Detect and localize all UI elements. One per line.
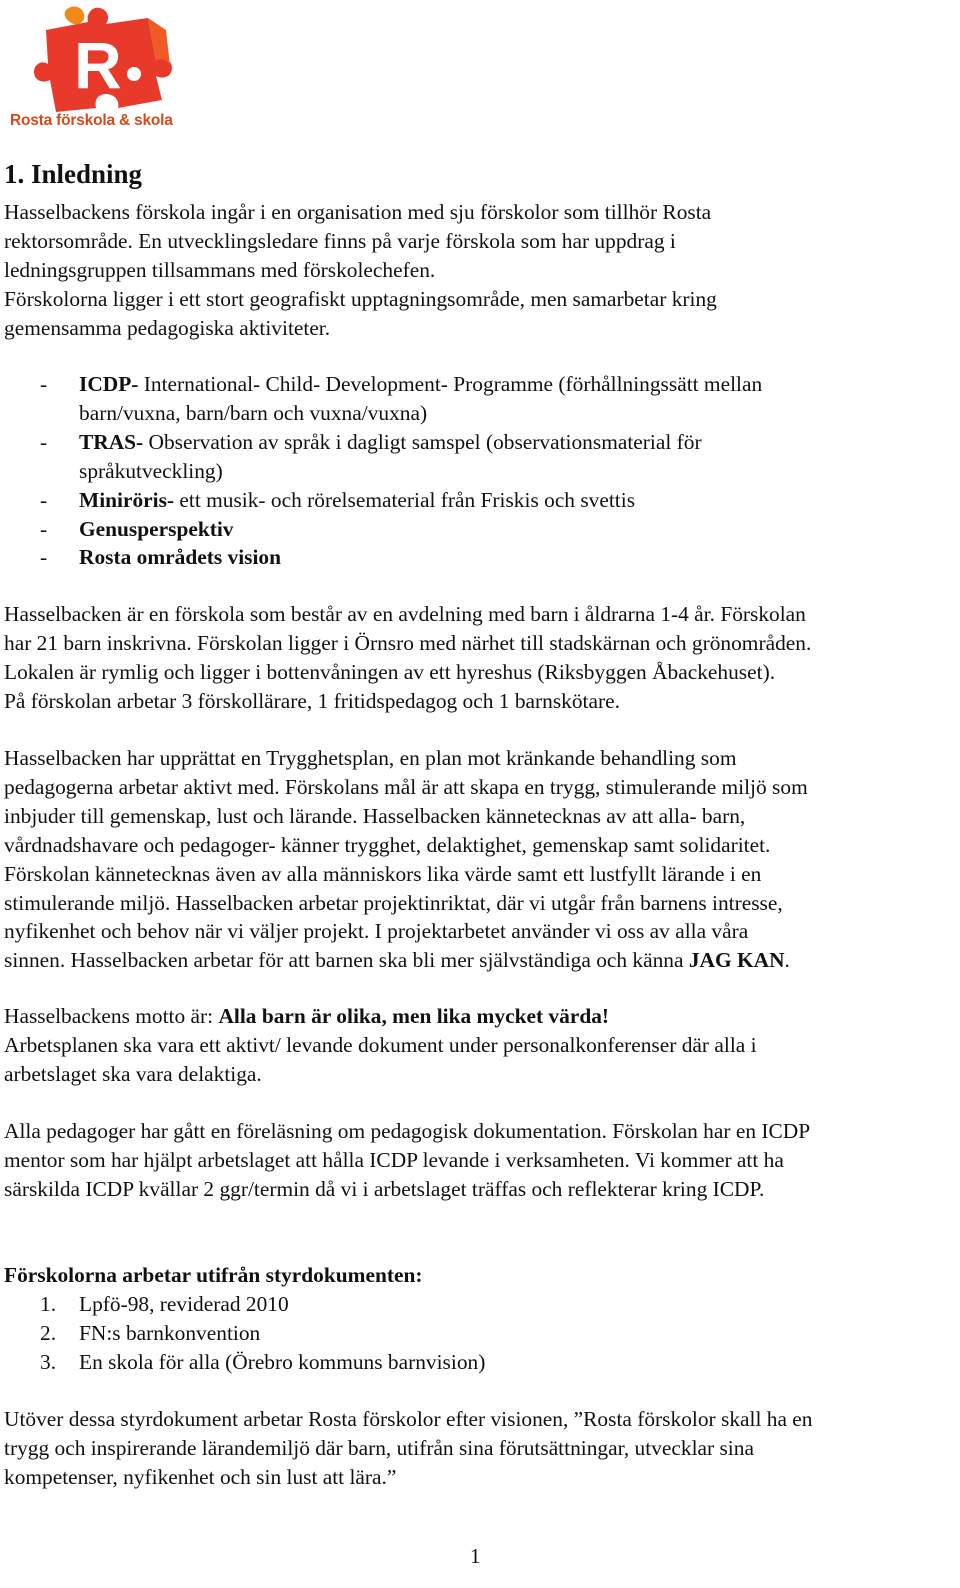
list-item bbox=[4, 1319, 954, 1348]
list-number: 2. bbox=[40, 1320, 57, 1345]
steering-heading-block bbox=[4, 1261, 954, 1290]
text-run: . bbox=[784, 948, 790, 973]
text-line: trygg och inspirerande lärandemiljö där barn, utifrån sina förutsättningar, utvecklar sina bbox=[4, 1435, 754, 1460]
list-dash: - bbox=[40, 545, 48, 570]
item-text: ett musik- och rörelsematerial från Friskis och svettis bbox=[174, 487, 636, 512]
text-line: Arbetsplanen ska vara ett aktivt/ levande dokument under personalkonferenser där alla i bbox=[4, 1032, 757, 1057]
list-number: 1. bbox=[40, 1292, 57, 1316]
item-text-continued: barn/vuxna, barn/barn och vuxna/vuxna) bbox=[79, 400, 428, 425]
text-line: vårdnadshavare och pedagoger- känner trygghet, delaktighet, gemenskap samt solidaritet. bbox=[4, 832, 771, 857]
text-line: Alla pedagoger har gått en föreläsning om pedagogisk dokumentation. Förskolan har en ICDP bbox=[4, 1119, 811, 1143]
item-title: Genusperspektiv bbox=[79, 516, 234, 541]
motto-text: Alla barn är olika, men lika mycket värda! bbox=[218, 1004, 610, 1028]
item-title: ICDP- bbox=[79, 372, 139, 396]
item-title: Rosta områdets vision bbox=[79, 545, 282, 570]
text-line: Förskolorna ligger i ett stort geografiskt upptagningsområde, men samarbetar kring bbox=[4, 286, 717, 311]
list-item bbox=[4, 543, 954, 572]
list-item bbox=[4, 370, 954, 428]
text-line: nyfikenhet och behov när vi väljer projekt. I projektarbetet använder vi oss av alla våra bbox=[4, 919, 749, 944]
list-item-text: En skola för alla (Örebro kommuns barnvision) bbox=[79, 1349, 486, 1374]
puzzle-logo-icon bbox=[6, 0, 190, 112]
text-line: rektorsområde. En utvecklingsledare finns på varje förskola som har uppdrag i bbox=[4, 228, 676, 253]
logo-caption: Rosta förskola & skola bbox=[10, 112, 173, 129]
item-title: Miniröris- bbox=[79, 487, 175, 512]
list-dash: - bbox=[40, 487, 48, 512]
list-item bbox=[4, 486, 954, 515]
text-line: särskilda ICDP kvällar 2 ggr/termin då vi i arbetslaget träffas och reflekterar kring ICDP. bbox=[4, 1176, 765, 1201]
text-line: Förskolan kännetecknas även av alla människors lika värde samt ett lustfyllt lärande i en bbox=[4, 861, 762, 886]
list-item bbox=[4, 428, 954, 486]
section-heading: 1. Inledning bbox=[4, 159, 143, 189]
text-line bbox=[4, 946, 954, 975]
list-item bbox=[4, 1348, 954, 1377]
text-line: inbjuder till gemenskap, lust och lärande. Hasselbacken kännetecknas av att alla- barn, bbox=[4, 803, 746, 828]
item-title: TRAS- bbox=[79, 429, 144, 454]
intro-paragraph bbox=[4, 198, 954, 343]
text-line: kompetenser, nyfikenhet och sin lust att lära.” bbox=[4, 1464, 397, 1489]
item-text-continued: språkutveckling) bbox=[79, 458, 223, 483]
logo-letter: R bbox=[74, 28, 122, 102]
text-line: Hasselbackens förskola ingår i en organisation med sju förskolor som tillhör Rosta bbox=[4, 200, 712, 224]
rosta-logo bbox=[6, 0, 190, 136]
text-run: sinnen. Hasselbacken arbetar för att barnen ska bli mer självständiga och känna bbox=[4, 948, 689, 973]
item-text: Observation av språk i dagligt samspel (observationsmaterial för bbox=[143, 429, 702, 454]
list-dash: - bbox=[40, 516, 48, 541]
text-line: På förskolan arbetar 3 förskollärare, 1 fritidspedagog och 1 barnskötare. bbox=[4, 688, 620, 713]
vision-paragraph bbox=[4, 1405, 954, 1492]
list-item bbox=[4, 1290, 954, 1319]
text-line: stimulerande miljö. Hasselbacken arbetar projektinriktat, där vi utgår från barnens intresse, bbox=[4, 890, 783, 915]
text-line: Lokalen är rymlig och ligger i bottenvåningen av ett hyreshus (Riksbyggen Åbackehuset). bbox=[4, 659, 776, 684]
text-line: ledningsgruppen tillsammans med förskolechefen. bbox=[4, 257, 436, 282]
text-line: mentor som har hjälpt arbetslaget att hålla ICDP levande i verksamheten. Vi kommer att ha bbox=[4, 1147, 784, 1172]
facts-paragraph bbox=[4, 600, 954, 716]
documentation-paragraph bbox=[4, 1117, 954, 1204]
text-line: Utöver dessa styrdokument arbetar Rosta förskolor efter visionen, ”Rosta förskolor skall ha en bbox=[4, 1407, 813, 1431]
list-item bbox=[4, 515, 954, 544]
list-number: 3. bbox=[40, 1349, 57, 1374]
emphasis-text: JAG KAN bbox=[688, 948, 785, 973]
text-line: arbetslaget ska vara delaktiga. bbox=[4, 1061, 262, 1086]
motto-prefix: Hasselbackens motto är: bbox=[4, 1004, 219, 1028]
text-line: har 21 barn inskrivna. Förskolan ligger i Örnsro med närhet till stadskärnan och grönområden. bbox=[4, 630, 812, 655]
activities-list bbox=[4, 370, 954, 572]
motto-paragraph bbox=[4, 1002, 954, 1089]
item-text: International- Child- Development- Programme (förhållningssätt mellan bbox=[138, 372, 763, 396]
list-item-text: Lpfö-98, reviderad 2010 bbox=[79, 1292, 289, 1316]
steering-documents-list bbox=[4, 1290, 954, 1377]
list-dash: - bbox=[40, 372, 48, 396]
text-line: Hasselbacken är en förskola som består av en avdelning med barn i åldrarna 1-4 år. Förskolan bbox=[4, 602, 806, 626]
text-line bbox=[4, 1002, 954, 1031]
text-line: pedagogerna arbetar aktivt med. Förskolans mål är att skapa en trygg, stimulerande miljö som bbox=[4, 774, 808, 799]
page-number: 1 bbox=[470, 1544, 481, 1568]
text-line: Hasselbacken har upprättat en Trygghetsplan, en plan mot kränkande behandling som bbox=[4, 746, 737, 770]
steering-heading: Förskolorna arbetar utifrån styrdokumenten: bbox=[4, 1263, 423, 1287]
list-item-text: FN:s barnkonvention bbox=[79, 1320, 261, 1345]
safety-paragraph bbox=[4, 744, 954, 975]
list-dash: - bbox=[40, 429, 48, 454]
text-line: gemensamma pedagogiska aktiviteter. bbox=[4, 315, 331, 340]
